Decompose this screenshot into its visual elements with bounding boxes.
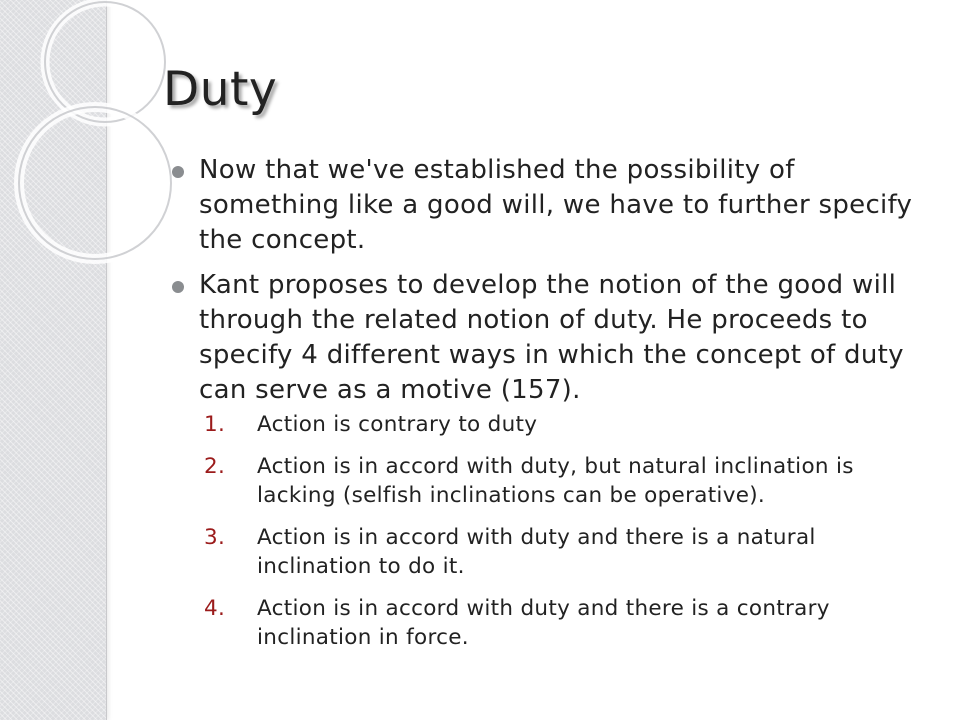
item-text: Action is in accord with duty and there is a contrary inclination in force. <box>257 596 830 650</box>
bullet-item <box>172 268 932 652</box>
item-text: Action is in accord with duty, but natural inclination is lacking (selfish inclinations can be operative). <box>257 454 854 508</box>
numbered-item <box>172 523 905 581</box>
numbered-item <box>172 410 905 439</box>
numbered-item <box>172 594 905 652</box>
bullet-list <box>172 153 932 665</box>
bullet-dot-icon <box>172 281 184 293</box>
bullet-text: Now that we've established the possibility of something like a good will, we have to further specify the concept. <box>199 155 913 255</box>
item-text: Action is in accord with duty and there is a natural inclination to do it. <box>257 525 816 579</box>
bullet-item <box>172 153 932 258</box>
item-number: 2. <box>204 454 226 479</box>
numbered-item <box>172 452 905 510</box>
item-number: 1. <box>204 412 226 437</box>
item-number: 3. <box>204 525 226 550</box>
slide-title: Duty <box>163 62 278 117</box>
bullet-dot-icon <box>172 166 184 178</box>
numbered-sublist <box>172 410 905 652</box>
bullet-text: Kant proposes to develop the notion of the good will through the related notion of duty. He proceeds to specify 4 different ways in which the concept of duty can serve as a motive (157). <box>199 270 904 405</box>
decorative-sidebar <box>0 0 107 720</box>
item-text: Action is contrary to duty <box>257 412 538 437</box>
item-number: 4. <box>204 596 226 621</box>
